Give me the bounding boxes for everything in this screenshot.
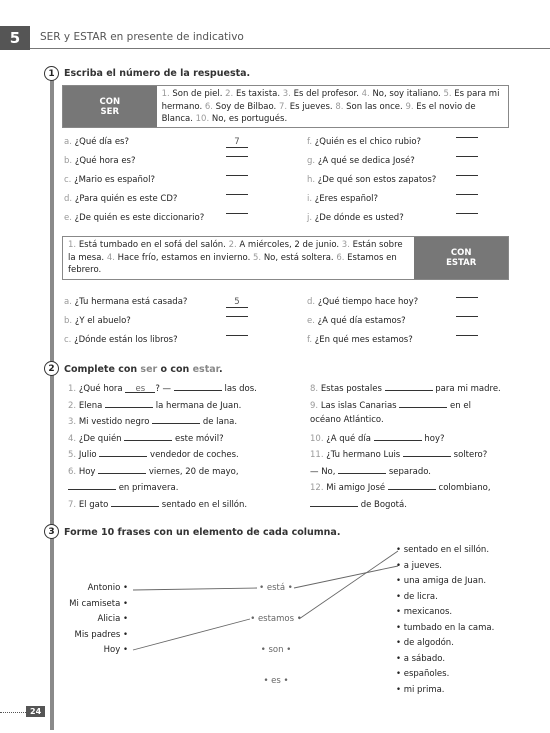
question-text: ¿Dónde están los libros? [74, 335, 178, 345]
verb-text: está [266, 583, 286, 593]
question-text: ¿En qué mes estamos? [314, 335, 413, 345]
ser-label-line2: SER [100, 106, 120, 117]
answer-number: 5. [253, 252, 264, 263]
question-text: ¿Qué día es? [74, 137, 129, 147]
question-text: ¿Y el abuelo? [74, 316, 131, 326]
dot-icon: • [396, 591, 404, 602]
answer-number: 9. [405, 101, 417, 112]
answer-text: No, soy italiano. [372, 89, 444, 99]
question-letter: j. [307, 213, 315, 223]
dot-icon: • [294, 614, 302, 624]
sentence-text: ¿A qué día [326, 433, 374, 444]
answer-text: A miércoles, 2 de junio. [239, 240, 342, 250]
sentence-text: ? — [155, 384, 174, 394]
question-text: ¿A qué se dedica José? [317, 156, 415, 166]
question-letter: b. [64, 156, 75, 166]
unit-title: SER y ESTAR en presente de indicativo [40, 31, 244, 43]
sentence-text: separado. [386, 466, 431, 477]
question-letter: h. [307, 175, 318, 185]
sentence-text: de lana. [200, 417, 238, 427]
sentence-number: 8. [310, 384, 321, 394]
subject-item[interactable] [88, 583, 128, 593]
question-letter: d. [64, 194, 75, 204]
dot-icon: • [250, 614, 258, 624]
sentence-text: hoy? [421, 433, 445, 444]
question-text: ¿Para quién es este CD? [74, 194, 178, 204]
question-letter: a. [64, 137, 75, 147]
sentence-text: colombiano, [435, 483, 491, 493]
answer-number: 3. [341, 240, 353, 250]
complement-text: a jueves. [403, 560, 442, 571]
sentence-text: Hoy [78, 466, 99, 477]
subject-text: Alicia [97, 614, 123, 624]
answer-text: No, es portugués. [211, 114, 288, 124]
subject-item[interactable] [98, 614, 129, 624]
sentence-text: ¿De quién [78, 433, 125, 444]
complement-item[interactable] [396, 576, 486, 586]
complement-text: a sábado. [403, 653, 446, 664]
answer-number: 1. [68, 240, 79, 250]
complement-item[interactable] [396, 669, 449, 679]
sentence-text: El gato [78, 499, 112, 510]
answer-text: Estamos en febrero. [68, 252, 397, 275]
sentence-number: 7. [68, 499, 79, 510]
question-letter: e. [64, 213, 75, 223]
complement-item[interactable] [396, 623, 494, 633]
dot-icon: • [396, 607, 404, 617]
dot-icon: • [122, 598, 128, 609]
subject-item[interactable] [74, 630, 128, 640]
answer-text: No, está soltera. [263, 252, 337, 263]
sentence-number: 5. [68, 450, 79, 460]
verb-item[interactable] [236, 614, 316, 624]
fill-blank[interactable]: es [125, 384, 155, 393]
dot-icon: • [122, 583, 128, 593]
sentence-number: 9. [310, 400, 321, 411]
sentence-text: Julio [78, 450, 100, 460]
complement-text: una amiga de Juan. [403, 576, 487, 586]
question-text: ¿Qué tiempo hace hoy? [317, 297, 419, 307]
dot-icon: • [285, 583, 293, 593]
complement-item[interactable] [396, 592, 438, 602]
question-text: ¿Mario es español? [74, 175, 155, 185]
verb-text: es [271, 676, 281, 686]
complement-item[interactable] [396, 545, 489, 555]
complement-text: sentado en el sillón. [403, 545, 490, 555]
subject-text: Antonio [87, 583, 123, 593]
verb-item[interactable] [236, 583, 316, 593]
sentence-text: soltero? [450, 450, 488, 460]
answer-text: Son las once. [346, 101, 406, 112]
complement-text: de algodón. [403, 638, 454, 648]
answer-blank[interactable]: 7 [226, 137, 248, 148]
dot-icon: • [122, 629, 128, 640]
answer-blank[interactable]: 5 [226, 297, 248, 308]
sentence-text: de Bogotá. [358, 499, 407, 510]
complement-item[interactable] [396, 638, 454, 648]
dot-icon: • [396, 669, 404, 679]
dot-icon: • [396, 576, 404, 586]
exercise-3-title: Forme 10 frases con un elemento de cada columna. [64, 527, 341, 538]
complement-text: de licra. [403, 591, 438, 602]
dot-icon: • [280, 676, 289, 686]
sentence-text: — No, [310, 466, 339, 477]
question-letter: i. [307, 194, 315, 204]
ex2-title-part: . [218, 364, 223, 375]
answer-text: Es el novio de Blanca. [161, 101, 476, 124]
sentence-number: 1. [68, 384, 79, 394]
estar-label-line2: ESTAR [446, 258, 477, 268]
ex2-title-ser: ser [140, 364, 158, 375]
complement-item[interactable] [396, 607, 452, 617]
dot-icon: • [263, 676, 272, 686]
complement-item[interactable] [396, 685, 445, 695]
answer-number: 6. [336, 252, 348, 263]
answer-text: Es jueves. [289, 101, 336, 112]
question-letter: c. [64, 175, 75, 185]
question-text: ¿De qué son estos zapatos? [317, 175, 437, 185]
sentence-text: Mi vestido negro [78, 417, 153, 427]
dot-icon: • [396, 622, 404, 633]
complement-item[interactable] [396, 561, 442, 571]
answer-number: 7. [278, 101, 290, 112]
question-text: ¿A qué día estamos? [317, 316, 406, 326]
question-text: ¿De dónde es usted? [314, 213, 404, 223]
answer-text: Son de piel. [172, 89, 226, 99]
sentence-number: 6. [68, 466, 79, 477]
estar-label-line1: CON [450, 248, 472, 258]
answer-number: 10. [195, 114, 212, 124]
dot-icon: • [283, 645, 292, 655]
sentence-number: 3. [68, 417, 79, 427]
sentence-text: viernes, 20 de mayo, [146, 466, 239, 477]
answer-text: Hace frío, estamos en invierno. [117, 252, 253, 263]
answer-text: Es del profesor. [293, 89, 362, 99]
dot-icon: • [396, 684, 404, 695]
complement-text: mi prima. [403, 684, 445, 695]
exercise-1-title: Escriba el número de la respuesta. [64, 68, 251, 79]
dot-icon: • [396, 560, 404, 571]
answer-number: 1. [161, 89, 173, 99]
dot-icon: • [122, 614, 128, 624]
answer-text: Soy de Bilbao. [215, 101, 279, 112]
exercise-1-number: 1 [44, 66, 59, 81]
answer-text: Está tumbado en el sofá del salón. [78, 240, 229, 250]
sentence-text: ¿Tu hermano Luis [326, 450, 403, 460]
answer-text: Están sobre la mesa. [68, 240, 403, 263]
subject-text: Hoy [103, 645, 123, 655]
sentence-text: vendedor de coches. [147, 450, 239, 460]
sentence-text: ¿Qué hora [78, 384, 126, 394]
question-text: ¿Qué hora es? [74, 156, 136, 166]
sentence-text: Estas postales [320, 384, 385, 394]
dot-icon: • [396, 545, 404, 555]
answer-number: 3. [282, 89, 294, 99]
sentence-text: este móvil? [172, 433, 224, 444]
complement-text: tumbado en la cama. [403, 622, 495, 633]
question-text: ¿Eres español? [314, 194, 379, 204]
sentence-number: 2. [68, 400, 79, 411]
dot-icon: • [396, 638, 404, 648]
question-letter: f. [307, 335, 315, 345]
answer-number: 2. [228, 240, 240, 250]
answer-number: 6. [204, 101, 216, 112]
sentence-text: Mi amigo José [326, 483, 388, 493]
sentence-text: Elena [78, 400, 106, 411]
unit-number-badge: 5 [0, 26, 30, 50]
verb-text: estamos [257, 614, 295, 624]
sentence-number: 12. [310, 483, 327, 493]
sentence-text: las dos. [221, 384, 257, 394]
answer-text: Es taxista. [235, 89, 283, 99]
ex2-title-estar: estar [192, 364, 219, 375]
sentence-text: para mi madre. [432, 384, 501, 394]
sentence-number: 4. [68, 433, 79, 444]
verb-item[interactable] [236, 645, 316, 655]
answer-number: 2. [225, 89, 236, 99]
complement-item[interactable] [396, 654, 445, 664]
answer-text: Es para mi hermano. [161, 89, 500, 112]
page-number: 24 [26, 706, 45, 717]
answer-number: 4. [361, 89, 373, 99]
sentence-text: en el [447, 400, 471, 411]
sentence-text: la hermana de Juan. [153, 400, 242, 411]
answer-number: 4. [106, 252, 118, 263]
sentence-number: 10. [310, 433, 327, 444]
sentence-number: 11. [310, 450, 327, 460]
exercise-3-number: 3 [44, 524, 59, 539]
question-letter: g. [307, 156, 318, 166]
verb-text: son [268, 645, 284, 655]
question-letter: d. [307, 297, 318, 307]
complement-text: españoles. [403, 669, 450, 679]
answer-number: 5. [443, 89, 455, 99]
dot-icon: • [259, 583, 267, 593]
subject-text: Mis padres [74, 629, 123, 640]
sentence-text: sentado en el sillón. [159, 499, 248, 510]
dot-icon: • [396, 653, 404, 664]
subject-text: Mi camiseta [69, 598, 123, 609]
sentence-text: Las islas Canarias [320, 400, 400, 411]
exercise-2-number: 2 [44, 361, 59, 376]
verb-item[interactable] [236, 676, 316, 686]
answer-number: 8. [335, 101, 347, 112]
question-text: ¿Tu hermana está casada? [74, 297, 188, 307]
ex2-title-part: Complete con [64, 364, 141, 375]
sentence-text: océano Atlántico. [310, 415, 384, 425]
complement-text: mexicanos. [403, 607, 453, 617]
ser-label-line1: CON [99, 96, 121, 107]
subject-item[interactable] [104, 645, 128, 655]
subject-item[interactable] [69, 599, 128, 609]
sentence-text: en primavera. [116, 483, 179, 493]
question-text: ¿De quién es este diccionario? [74, 213, 205, 223]
dot-icon: • [260, 645, 269, 655]
question-letter: b. [64, 316, 75, 326]
ex2-title-part: o con [157, 364, 193, 375]
question-letter: a. [64, 297, 75, 307]
question-letter: f. [307, 137, 315, 147]
question-letter: e. [307, 316, 318, 326]
dot-icon: • [122, 645, 128, 655]
footer-dots [0, 712, 26, 713]
question-letter: c. [64, 335, 75, 345]
question-text: ¿Quién es el chico rubio? [314, 137, 422, 147]
match-line [133, 619, 250, 650]
